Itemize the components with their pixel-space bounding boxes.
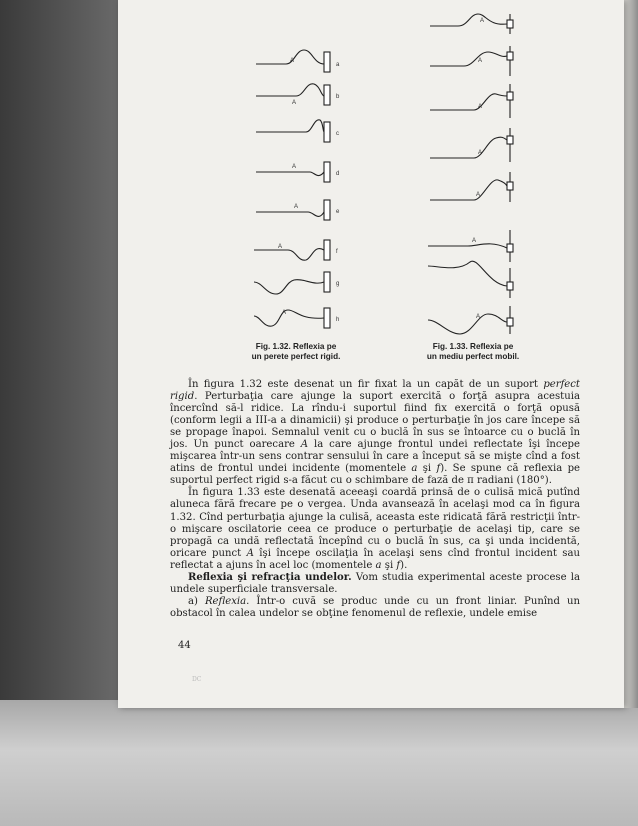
body-text — [170, 379, 580, 620]
point-label-b: A — [292, 100, 297, 106]
row-label-a: a — [336, 62, 340, 68]
row-label-g: g — [336, 281, 340, 287]
r-point-label-2: A — [478, 58, 483, 64]
row-label-b: b — [336, 94, 340, 100]
paragraph-1 — [170, 379, 580, 487]
p4-text: Într-o cuvă se produc unde cu un front liniar. Punînd un obstacol în calea undelor se obţine fenomenul de reflexie, undele emise — [170, 595, 580, 619]
p2-em1: A — [246, 547, 254, 559]
p1-em2: A — [300, 439, 309, 451]
wave-r4 — [430, 137, 507, 158]
p1-start: În figura 1.32 este desenat un fir fixat la un capăt de un suport — [188, 379, 544, 390]
p1-em3: a — [411, 463, 418, 475]
r-point-label-3: A — [478, 104, 483, 110]
caption-right-line1: Fig. 1.33. Reflexia pe — [432, 342, 514, 351]
p4-label: a) — [188, 595, 205, 607]
caption-left-line1: Fig. 1.32. Reflexia pe — [255, 342, 337, 351]
p1-rest2: la care ajunge frontul undei reflectate îşi începe mişcarea într-un sens contrar sensului în care a început să se mişte cînd a fost atins de frontul undei incidente (momentele — [170, 439, 580, 475]
point-label-a: A — [290, 58, 295, 64]
p2-mid: şi — [381, 559, 397, 571]
wave-h — [254, 310, 324, 326]
r-point-label-6: A — [472, 238, 477, 244]
p2-end: ). — [400, 559, 408, 571]
p4-em: Reflexia. — [204, 595, 250, 607]
r-point-label-1: A — [480, 18, 485, 24]
wave-r3 — [430, 94, 507, 110]
p2-em2: a — [375, 559, 382, 571]
section-heading: Reflexia şi refracţia undelor. — [188, 571, 352, 583]
page-edge — [624, 0, 638, 708]
stamp-mark: DC — [192, 676, 202, 683]
row-label-e: e — [336, 209, 340, 215]
paragraph-4 — [170, 596, 580, 620]
r-point-label-8: A — [476, 314, 481, 320]
p2-em3: f — [396, 559, 401, 571]
right-labels — [472, 18, 484, 320]
wave-g — [254, 280, 324, 294]
caption-fig-1-33 — [408, 342, 538, 362]
wave-d — [256, 172, 324, 176]
row-label-c: c — [336, 131, 339, 137]
wave-r6 — [428, 244, 507, 248]
right-rod-group — [507, 14, 513, 334]
r-point-label-5: A — [476, 192, 481, 198]
left-labels — [278, 58, 340, 323]
book-page — [118, 0, 624, 708]
wave-r7 — [428, 261, 507, 286]
point-label-h: A — [282, 310, 287, 316]
p1-em4: f — [436, 463, 441, 475]
paragraph-2 — [170, 487, 580, 571]
page-number: 44 — [178, 640, 191, 651]
p3-text: Vom studia experimental aceste procese la undele superficiale transversale. — [170, 571, 580, 595]
wave-r1 — [430, 14, 507, 26]
wave-r2 — [430, 52, 507, 66]
paragraph-3 — [170, 572, 580, 596]
wave-c — [256, 120, 324, 132]
row-label-f: f — [336, 249, 338, 255]
wave-r8 — [428, 314, 507, 334]
r-point-label-4: A — [478, 150, 483, 156]
p1-end: ). Se spune că reflexia pe suportul perfect rigid s-a făcut cu o schimbare de fază de π radiani (180°). — [170, 463, 580, 487]
background-bottom — [0, 700, 638, 826]
caption-fig-1-32 — [236, 342, 356, 362]
caption-left-line2: un perete perfect rigid. — [251, 352, 341, 361]
p2-rest: îşi începe oscilaţia în acelaşi sens cînd frontul incident sau reflectat a ajuns în acel loc (momentele — [170, 547, 580, 571]
wave-e — [256, 212, 324, 216]
p1-mid: şi — [417, 463, 437, 475]
point-label-f: A — [278, 244, 283, 250]
wave-b — [256, 84, 324, 96]
wave-diagrams — [118, 0, 624, 370]
point-label-d: A — [292, 164, 297, 170]
row-label-h: h — [336, 317, 340, 323]
p1-rest: . Perturbaţia care ajunge la suport exercită o forţă asupra acestuia încercînd să-l ridice. La rîndu-i suportul fiind fix exercită o forţă opusă (conform legii a III-a a dinamicii) şi produce o perturbaţie în jos care începe să se propage înapoi. Semnalul venit cu o buclă în sus se întoarce cu o buclă în jos. Un punct oarecare — [170, 391, 580, 451]
point-label-e: A — [294, 204, 299, 210]
figures — [118, 0, 624, 370]
caption-right-line2: un mediu perfect mobil. — [426, 352, 520, 361]
wave-f — [254, 249, 324, 261]
left-wall-group — [324, 52, 330, 328]
wave-r5 — [430, 180, 507, 200]
p1-em1: perfect rigid — [170, 379, 580, 403]
p2-start: În figura 1.33 este desenată aceeaşi coardă prinsă de o culisă mică putînd aluneca fără frecare pe o vergea. Unda avansează în acelaşi mod ca în figura 1.32. Cînd perturbaţia ajunge la culisă, aceasta este ridicată fără restricţii într-o mişcare oscilatorie ceea ce produce o perturbaţie de acelaşi tip, care se propagă ca undă reflectată începînd cu o buclă în sus, ca şi unda incidentă, oricare punct — [170, 487, 580, 559]
row-label-d: d — [336, 171, 340, 177]
